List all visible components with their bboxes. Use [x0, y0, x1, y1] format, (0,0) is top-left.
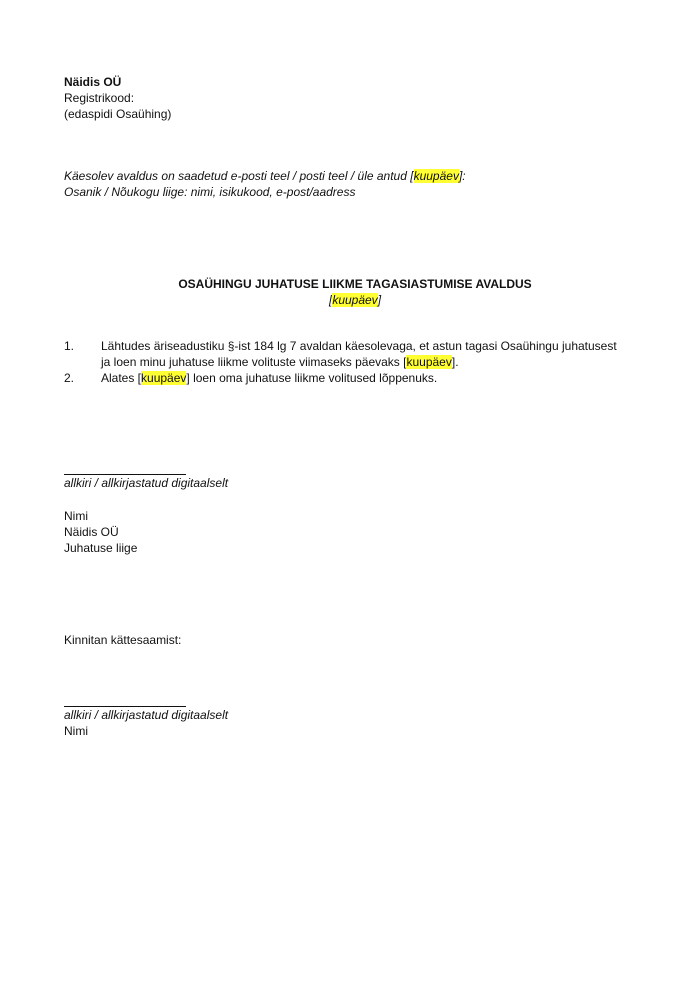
list-item-text — [101, 370, 644, 386]
numbered-list — [64, 338, 644, 386]
list-item-text-part: Alates [ — [101, 371, 142, 385]
receiver-name: Nimi — [64, 724, 88, 738]
signer-company: Näidis OÜ — [64, 525, 119, 539]
registry-code-label: Registrikood: — [64, 91, 135, 105]
recipient-line: Osanik / Nõukogu liige: nimi, isikukood, e-post/aadress — [64, 185, 356, 199]
list-item — [64, 338, 644, 370]
signer-name: Nimi — [64, 509, 88, 523]
company-header — [64, 74, 644, 122]
list-item-number: 1. — [64, 339, 75, 353]
date-placeholder: kuupäev — [406, 355, 452, 369]
list-item-text: Lähtudes äriseadustiku §-ist 184 lg 7 avaldan käesolevaga, et astun tagasi Osaühingu juhatusest — [101, 339, 617, 353]
date-placeholder: kuupäev — [141, 371, 187, 385]
delivery-notice-line — [64, 168, 644, 184]
signature-caption: allkiri / allkirjastatud digitaalselt — [64, 476, 229, 490]
date-bracket-open: [ — [328, 293, 333, 307]
company-alias: (edaspidi Osaühing) — [64, 107, 172, 121]
delivery-text: Käesolev avaldus on saadetud e-posti teel / posti teel / üle antud [ — [64, 169, 414, 183]
delivery-notice — [64, 168, 644, 200]
list-item-text-end: ]. — [451, 355, 459, 369]
signature-line — [64, 694, 186, 707]
date-placeholder: kuupäev — [413, 169, 459, 183]
list-item — [64, 370, 644, 386]
list-item-number: 2. — [64, 371, 75, 385]
signature-line — [64, 462, 186, 475]
company-name: Näidis OÜ — [64, 75, 122, 89]
signer-details — [64, 508, 644, 556]
signer-role: Juhatuse liige — [64, 541, 138, 555]
signature-block — [64, 462, 644, 491]
document-title: OSAÜHINGU JUHATUSE LIIKME TAGASIASTUMISE AVALDUS — [178, 277, 532, 291]
receipt-confirmation — [64, 632, 644, 648]
list-item-text — [101, 354, 644, 370]
date-placeholder: kuupäev — [332, 293, 378, 307]
receipt-confirmation-label: Kinnitan kättesaamist: — [64, 633, 182, 647]
signature-caption: allkiri / allkirjastatud digitaalselt — [64, 708, 229, 722]
date-bracket-close: ] — [377, 293, 382, 307]
list-item-text-end: ] loen oma juhatuse liikme volitused lõppenuks. — [186, 371, 438, 385]
document-date — [64, 292, 646, 308]
receipt-signature-block — [64, 694, 644, 739]
list-item-text-part: ja loen minu juhatuse liikme volituste viimaseks päevaks [ — [101, 355, 407, 369]
delivery-text-end: ]: — [458, 169, 466, 183]
document-title-block — [64, 276, 646, 308]
